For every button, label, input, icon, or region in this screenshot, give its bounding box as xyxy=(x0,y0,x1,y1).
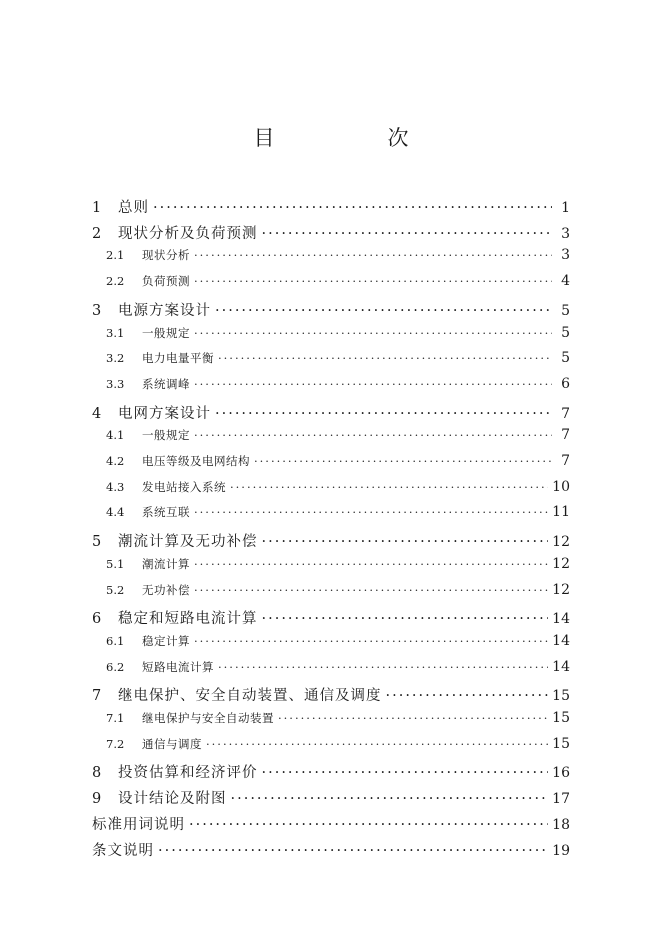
toc-page-number: 15 xyxy=(552,688,570,705)
toc-page-number: 11 xyxy=(552,504,570,521)
toc-page-number: 17 xyxy=(552,791,570,808)
toc-entry-title: 一般规定 xyxy=(142,325,190,340)
toc-entry-title: 电网方案设计 xyxy=(118,405,211,422)
toc-page-number: 6 xyxy=(561,375,570,392)
dot-leader xyxy=(189,817,548,833)
toc-entry-title: 设计结论及附图 xyxy=(118,791,227,808)
dot-leader xyxy=(158,843,548,859)
toc-entry-title: 电压等级及电网结构 xyxy=(142,454,250,468)
toc-subentry[interactable] xyxy=(92,273,570,289)
toc-entry-number: 7 xyxy=(92,688,102,705)
toc-entry-title: 系统调峰 xyxy=(142,376,190,391)
toc-entry-number: 9 xyxy=(92,791,102,808)
toc-page-number: 12 xyxy=(552,555,570,572)
toc-page-number: 12 xyxy=(552,581,570,598)
toc-entry-number: 6.2 xyxy=(106,659,125,674)
dot-leader xyxy=(215,303,552,319)
toc-entry-title: 现状分析 xyxy=(142,248,190,263)
toc-entry-number: 5 xyxy=(92,534,102,551)
toc-entry-title: 发电站接入系统 xyxy=(142,479,226,494)
dot-leader xyxy=(262,226,553,242)
toc-subentry[interactable] xyxy=(92,479,570,495)
toc-page-number: 4 xyxy=(561,273,570,290)
toc-entry[interactable] xyxy=(92,196,570,217)
dot-leader xyxy=(194,634,548,648)
dot-leader xyxy=(194,557,548,571)
toc-subentry[interactable] xyxy=(92,659,570,675)
toc-page-number: 1 xyxy=(561,200,570,216)
toc-subentry[interactable] xyxy=(92,376,570,392)
toc-entry-title: 负荷预测 xyxy=(142,274,190,289)
dot-leader xyxy=(262,611,549,627)
toc-entry-title: 继电保护与安全自动装置 xyxy=(142,711,274,725)
toc-subentry[interactable] xyxy=(92,325,570,341)
toc-entry-title: 投资估算和经济评价 xyxy=(118,765,258,782)
toc-entry-title: 总则 xyxy=(118,200,149,216)
toc-page-number: 19 xyxy=(552,842,570,859)
dot-leader xyxy=(194,274,552,288)
toc-entry-number: 6.1 xyxy=(106,633,125,648)
toc-entry-number: 2.1 xyxy=(106,248,125,263)
toc-page-number: 14 xyxy=(552,632,570,649)
toc-subentry[interactable] xyxy=(92,633,570,649)
toc-entry-title: 一般规定 xyxy=(142,428,190,443)
toc-page-number: 5 xyxy=(561,350,570,367)
toc-page-number: 15 xyxy=(552,735,570,752)
dot-leader xyxy=(194,326,552,340)
toc-page-number: 7 xyxy=(561,453,570,469)
toc-entry-number: 3.1 xyxy=(106,325,125,340)
toc-entry[interactable] xyxy=(92,787,570,808)
toc-entry-number: 5.2 xyxy=(106,582,125,597)
toc-entry-number: 4.3 xyxy=(106,479,125,494)
toc-entry-number: 4.2 xyxy=(106,454,125,468)
toc-entry-title: 潮流计算 xyxy=(142,556,190,571)
page-title: 目 次 xyxy=(253,126,455,150)
dot-leader xyxy=(230,480,548,494)
toc-entry[interactable] xyxy=(92,222,570,243)
toc-entry-number: 5.1 xyxy=(106,556,125,571)
toc-page-number: 7 xyxy=(561,427,570,444)
toc-page-number: 10 xyxy=(552,478,570,495)
toc-entry[interactable] xyxy=(92,607,570,628)
dot-leader xyxy=(194,377,552,391)
dot-leader xyxy=(194,583,548,597)
dot-leader xyxy=(206,737,548,751)
toc-entry-title: 无功补偿 xyxy=(142,582,190,597)
toc-entry[interactable] xyxy=(92,299,570,320)
toc-entry-title: 现状分析及负荷预测 xyxy=(118,225,258,242)
toc-entry-number: 2 xyxy=(92,225,102,242)
dot-leader xyxy=(262,534,549,550)
toc-entry-number: 6 xyxy=(92,611,102,628)
toc-page-number: 18 xyxy=(552,816,570,833)
toc-page-number: 7 xyxy=(561,405,570,422)
toc-entry-title: 标准用词说明 xyxy=(92,816,185,833)
toc-page-number: 3 xyxy=(561,247,570,264)
toc-subentry[interactable] xyxy=(92,247,570,263)
toc-page-number: 14 xyxy=(552,658,570,675)
dot-leader xyxy=(386,688,549,704)
toc-page-number: 5 xyxy=(561,302,570,319)
toc-entry[interactable] xyxy=(92,402,570,423)
toc-entry-number: 3.3 xyxy=(106,376,125,391)
toc-subentry[interactable] xyxy=(92,582,570,598)
toc-entry[interactable] xyxy=(92,530,570,551)
dot-leader xyxy=(231,791,549,807)
toc-entry-number: 4.4 xyxy=(106,505,125,520)
toc-entry-title: 通信与调度 xyxy=(142,736,202,751)
dot-leader xyxy=(215,406,552,422)
toc-entry[interactable] xyxy=(92,684,570,705)
toc-entry-number: 8 xyxy=(92,765,102,782)
toc-page-number: 14 xyxy=(552,611,570,628)
toc-page-number: 12 xyxy=(552,534,570,551)
toc-entry-number: 4.1 xyxy=(106,428,125,443)
dot-leader xyxy=(153,200,552,216)
toc-page-number: 5 xyxy=(561,324,570,341)
toc-entry-title: 潮流计算及无功补偿 xyxy=(118,534,258,551)
dot-leader xyxy=(278,711,548,725)
toc-entry-title: 短路电流计算 xyxy=(142,659,214,674)
toc-entry-title: 电源方案设计 xyxy=(118,302,211,319)
toc-entry-title: 系统互联 xyxy=(142,505,190,520)
dot-leader xyxy=(218,351,552,365)
dot-leader xyxy=(194,505,548,519)
toc-page-number: 16 xyxy=(552,765,570,782)
toc-entry-title: 继电保护、安全自动装置、通信及调度 xyxy=(118,688,382,705)
toc-subentry[interactable] xyxy=(92,736,570,752)
toc-entry-number: 4 xyxy=(92,405,102,422)
toc-subentry[interactable] xyxy=(92,504,570,520)
toc-entry-number: 3.2 xyxy=(106,351,125,366)
toc-page-number: 15 xyxy=(552,710,570,726)
dot-leader xyxy=(254,454,552,468)
toc-entry-number: 3 xyxy=(92,302,102,319)
toc-subentry[interactable] xyxy=(92,453,570,469)
dot-leader xyxy=(194,248,552,262)
toc-entry-title: 电力电量平衡 xyxy=(142,351,214,366)
toc-entry-title: 稳定和短路电流计算 xyxy=(118,611,258,628)
toc-subentry[interactable] xyxy=(92,710,570,726)
dot-leader xyxy=(218,660,548,674)
dot-leader xyxy=(194,428,552,442)
toc-entry-number: 2.2 xyxy=(106,274,125,289)
toc-entry-title: 稳定计算 xyxy=(142,633,190,648)
toc-entry[interactable] xyxy=(92,761,570,782)
toc-entry[interactable] xyxy=(92,813,570,834)
toc-entry-number: 7.1 xyxy=(106,711,125,725)
toc-entry-number: 7.2 xyxy=(106,736,125,751)
toc-entry[interactable] xyxy=(92,839,570,860)
toc-entry-number: 1 xyxy=(92,200,102,216)
toc-subentry[interactable] xyxy=(92,427,570,443)
toc-subentry[interactable] xyxy=(92,350,570,366)
toc-subentry[interactable] xyxy=(92,556,570,572)
toc-entry-title: 条文说明 xyxy=(92,842,154,859)
toc-page-number: 3 xyxy=(561,225,570,242)
dot-leader xyxy=(262,765,549,781)
